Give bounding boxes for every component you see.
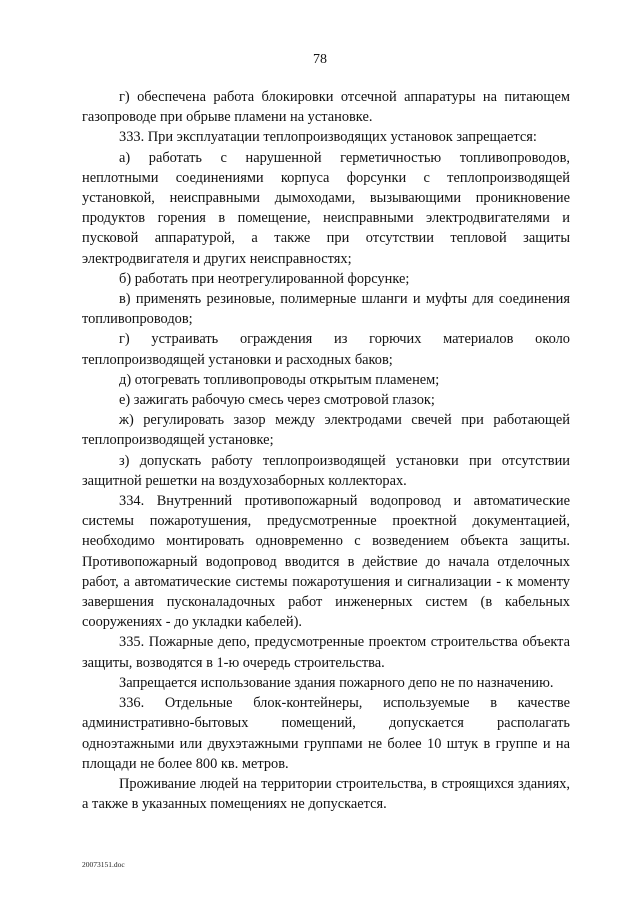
- paragraph: а) работать с нарушенной герметичностью топливопроводов, неплотными соединениями корпуса форсунки с теплопроизводящей установкой, неисправными дымоходами, вызывающими проникновение продуктов горения в помещение, неисправными электродвигателями и пусковой аппаратурой, а также при отсутствии тепловой защиты электродвигателя и других неисправностях;: [82, 149, 570, 267]
- paragraph: 333. При эксплуатации теплопроизводящих установок запрещается:: [119, 129, 537, 146]
- paragraph: 336. Отдельные блок-контейнеры, используемые в качестве административно-бытовых помещений, допускается располагать одноэтажными или двухэтажными группами не более 10 штук в группе и на площади не более 800 кв. метров.: [82, 695, 570, 772]
- paragraph: 335. Пожарные депо, предусмотренные проектом строительства объекта защиты, возводятся в 1-ю очередь строительства.: [82, 634, 570, 671]
- page-number: 78: [313, 52, 327, 67]
- paragraph: е) зажигать рабочую смесь через смотровой глазок;: [119, 392, 435, 409]
- paragraph: в) применять резиновые, полимерные шланги и муфты для соединения топливопроводов;: [82, 291, 570, 328]
- footer-filename: 20073151.doc: [82, 860, 125, 869]
- paragraph: д) отогревать топливопроводы открытым пламенем;: [119, 371, 440, 388]
- body-text: [82, 87, 570, 814]
- paragraph: ж) регулировать зазор между электродами свечей при работающей теплопроизводящей установке;: [82, 412, 570, 449]
- paragraph: 334. Внутренний противопожарный водопровод и автоматические системы пожаротушения, предусмотренные проектной документацией, необходимо монтировать одновременно с возведением объекта защиты. Противопожарный водопровод вводится в действие до начала отделочных работ, а автоматические системы пожаротушения и сигнализации - к моменту завершения пусконаладочных работ инженерных систем (в кабельных сооружениях - до укладки кабелей).: [82, 493, 570, 631]
- paragraph: Проживание людей на территории строительства, в строящихся зданиях, а также в указанных помещениях не допускается.: [82, 775, 570, 813]
- paragraph: г) устраивать ограждения из горючих материалов около теплопроизводящей установки и расходных баков;: [82, 331, 570, 368]
- paragraph: з) допускать работу теплопроизводящей установки при отсутствии защитной решетки на воздухозаборных коллекторах.: [82, 452, 570, 489]
- paragraph: г) обеспечена работа блокировки отсечной аппаратуры на питающем газопроводе при обрыве пламени на установке.: [82, 89, 570, 126]
- paragraph: б) работать при неотрегулированной форсунке;: [119, 270, 410, 287]
- paragraph: Запрещается использование здания пожарного депо не по назначению.: [119, 674, 554, 691]
